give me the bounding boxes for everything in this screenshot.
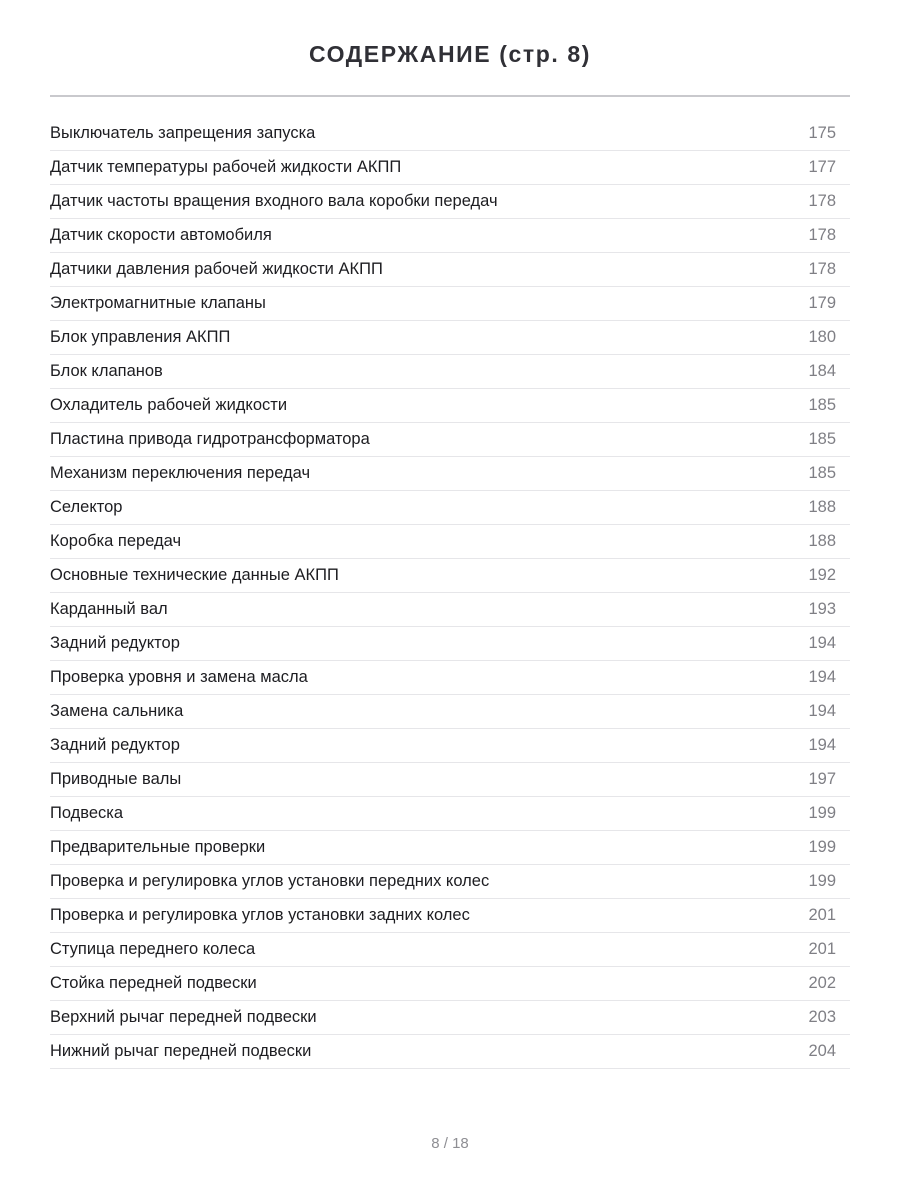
toc-entry-row [50,389,850,423]
toc-entry-title: Основные технические данные АКПП [50,566,339,584]
toc-entry-page-number: 184 [808,362,836,380]
toc-entry-title: Селектор [50,498,123,516]
toc-entry-page-number: 204 [808,1042,836,1060]
toc-entry-row [50,627,850,661]
toc-entry-title: Коробка передач [50,532,182,550]
toc-list [50,117,850,1069]
toc-entry-page-number: 180 [808,328,836,346]
page-indicator: 8 / 18 [431,1135,469,1152]
toc-entry-title: Электромагнитные клапаны [50,294,266,312]
toc-entry-row [50,117,850,151]
toc-entry-page-number: 177 [808,158,836,176]
toc-entry-row [50,593,850,627]
toc-entry-page-number: 178 [808,192,836,210]
toc-entry-title: Ступица переднего колеса [50,940,256,958]
toc-entry-row [50,797,850,831]
toc-entry-row [50,525,850,559]
toc-entry-page-number: 194 [808,668,836,686]
toc-entry-title: Пластина привода гидротрансформатора [50,430,370,448]
toc-entry-title: Датчики давления рабочей жидкости АКПП [50,260,383,278]
toc-entry-page-number: 203 [808,1008,836,1026]
toc-entry-row [50,287,850,321]
toc-entry-page-number: 201 [808,940,836,958]
toc-entry-page-number: 188 [808,498,836,516]
toc-entry-row [50,1035,850,1069]
toc-entry-title: Верхний рычаг передней подвески [50,1008,317,1026]
toc-entry-row [50,559,850,593]
toc-entry-page-number: 185 [808,396,836,414]
toc-entry-row [50,899,850,933]
toc-entry-page-number: 194 [808,702,836,720]
toc-entry-title: Стойка передней подвески [50,974,257,992]
toc-entry-page-number: 185 [808,464,836,482]
toc-entry-row [50,321,850,355]
toc-entry-row [50,967,850,1001]
toc-entry-page-number: 192 [808,566,836,584]
page-title: СОДЕРЖАНИЕ (стр. 8) [308,41,592,67]
toc-entry-title: Замена сальника [50,702,184,720]
toc-entry-title: Датчик температуры рабочей жидкости АКПП [50,158,402,176]
toc-entry-title: Карданный вал [50,600,168,618]
toc-entry-row [50,763,850,797]
toc-entry-page-number: 194 [808,736,836,754]
toc-entry-row [50,457,850,491]
toc-entry-page-number: 199 [808,838,836,856]
toc-entry-row [50,423,850,457]
toc-entry-page-number: 193 [808,600,836,618]
toc-entry-row [50,865,850,899]
toc-entry-row [50,253,850,287]
toc-entry-page-number: 201 [808,906,836,924]
toc-entry-row [50,185,850,219]
title-divider [50,95,850,97]
toc-entry-row [50,1001,850,1035]
toc-entry-row [50,219,850,253]
toc-entry-page-number: 202 [808,974,836,992]
toc-entry-title: Приводные валы [50,770,182,788]
toc-entry-title: Проверка и регулировка углов установки передних колес [50,872,490,890]
toc-entry-page-number: 175 [808,124,836,142]
toc-entry-page-number: 199 [808,872,836,890]
toc-entry-row [50,695,850,729]
toc-entry-title: Предварительные проверки [50,838,266,856]
toc-entry-row [50,729,850,763]
toc-entry-title: Механизм переключения передач [50,464,311,482]
toc-entry-page-number: 197 [808,770,836,788]
toc-entry-title: Проверка и регулировка углов установки задних колес [50,906,470,924]
toc-entry-title: Проверка уровня и замена масла [50,668,308,686]
toc-entry-row [50,661,850,695]
toc-entry-row [50,355,850,389]
toc-entry-title: Нижний рычаг передней подвески [50,1042,312,1060]
toc-entry-row [50,831,850,865]
toc-entry-row [50,933,850,967]
toc-entry-title: Блок клапанов [50,362,163,380]
toc-entry-title: Выключатель запрещения запуска [50,124,316,142]
toc-entry-title: Задний редуктор [50,634,180,652]
toc-entry-row [50,491,850,525]
toc-entry-page-number: 179 [808,294,836,312]
toc-entry-page-number: 188 [808,532,836,550]
toc-entry-title: Блок управления АКПП [50,328,231,346]
toc-entry-page-number: 178 [808,260,836,278]
toc-entry-title: Подвеска [50,804,124,822]
toc-entry-title: Охладитель рабочей жидкости [50,396,288,414]
toc-entry-page-number: 178 [808,226,836,244]
toc-entry-title: Датчик скорости автомобиля [50,226,272,244]
toc-entry-page-number: 185 [808,430,836,448]
toc-entry-page-number: 199 [808,804,836,822]
toc-entry-title: Задний редуктор [50,736,180,754]
toc-entry-row [50,151,850,185]
toc-entry-page-number: 194 [808,634,836,652]
toc-entry-title: Датчик частоты вращения входного вала коробки передач [50,192,498,210]
